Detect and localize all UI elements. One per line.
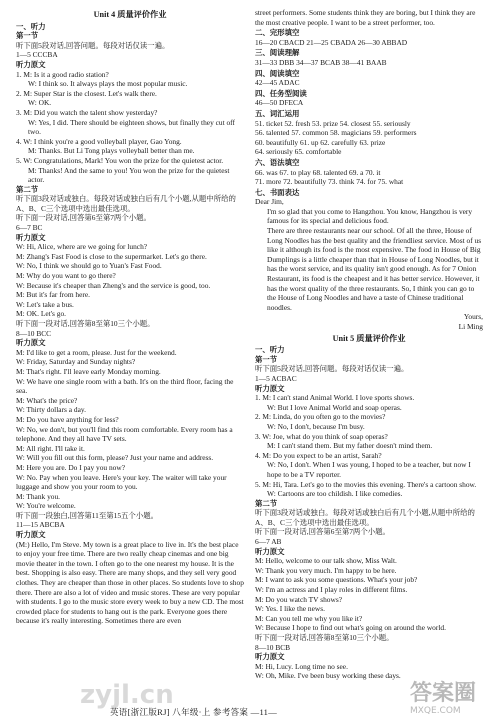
left-line: 听下面一段独白,回答第11至第15五个小题。 bbox=[16, 510, 158, 520]
left-line: M: That's right. I'll leave early Monday morning. bbox=[16, 366, 161, 376]
right-line: 8—10 BCB bbox=[255, 642, 291, 652]
left-line: 一、听力 bbox=[16, 21, 46, 31]
left-column bbox=[16, 8, 244, 626]
left-line: 第二节 bbox=[16, 184, 39, 194]
right-line: 听下面5段对话,回答问题。每段对话仅读一遍。 bbox=[255, 364, 409, 374]
right-line: W: I'm an actress and I play roles in different films. bbox=[255, 585, 408, 595]
left-line: 听力原文 bbox=[16, 59, 46, 69]
left-line: W: You're welcome. bbox=[16, 501, 76, 511]
left-line: 1—5 CCCBA bbox=[16, 50, 58, 60]
right-line: 56. talented 57. common 58. magicians 59. performers bbox=[255, 128, 417, 138]
left-line: 1. M: Is it a good radio station? bbox=[16, 69, 109, 79]
right-line: M: Hi, Lucy. Long time no see. bbox=[255, 661, 348, 671]
right-line: I'm so glad that you come to Hangzhou. You know, Hangzhou is very famous for its special and delicious food. bbox=[267, 206, 473, 226]
left-line: W: OK. bbox=[28, 98, 52, 108]
right-line: 64. seriously 65. comfortable bbox=[255, 147, 342, 157]
watermark-right-top: 答案圈 bbox=[410, 681, 477, 706]
right-line: W: No, I don't. When I was young, I hoped to be a teacher, but now I hope to be a TV reporter. bbox=[267, 460, 471, 479]
right-line: W: But I love Animal World and soap operas. bbox=[267, 402, 402, 412]
right-line: 60. beautifully 61. up 62. carefully 63. prize bbox=[255, 137, 386, 147]
left-lines bbox=[16, 22, 244, 626]
right-line: M: Can you tell me why you like it? bbox=[255, 613, 363, 623]
left-line: W: Friday, Saturday and Sunday nights? bbox=[16, 357, 136, 367]
right-line: 1. M: I can't stand Animal World. I love sports shows. bbox=[255, 393, 415, 403]
right-line: 听力原文 bbox=[255, 546, 285, 556]
left-line: 听下面3段对话或独白。每段对话或独白后有几个小题,从题中所给的A、B、C三个选项中选出最佳选项。 bbox=[16, 194, 236, 213]
left-line: 听下面一段对话,回答第8至第10三个小题。 bbox=[16, 319, 155, 328]
left-line: 5. W: Congratulations, Mark! You won the prize for the quietest actor. bbox=[16, 155, 224, 165]
left-line: 2. M: Super Star is the closest. Let's walk there. bbox=[16, 88, 157, 98]
left-line: 听下面5段对话,回答问题。每段对话仅读一遍。 bbox=[16, 40, 170, 50]
left-line: W: Because it's cheaper than Zheng's and the service is good, too. bbox=[16, 280, 211, 290]
left-line: W: No, we don't, but you'll find this room comfortable. Every room has a telephone. And they all have TV sets. bbox=[16, 424, 233, 444]
left-line: 6—7 BC bbox=[16, 223, 43, 233]
watermark-right-bottom: MXQE.COM bbox=[410, 706, 461, 716]
right-line: 三、阅读理解 bbox=[255, 48, 300, 58]
right-line: 2. M: Linda, do you often go to the movies? bbox=[255, 412, 386, 422]
right-line: M: Do you watch TV shows? bbox=[255, 594, 342, 604]
right-line: 3. W: Joe, what do you think of soap operas? bbox=[255, 431, 388, 441]
right-line: 42—45 ADAC bbox=[255, 78, 300, 88]
watermark-right bbox=[410, 676, 490, 722]
right-line: 二、完形填空 bbox=[255, 28, 300, 38]
left-line: 第一节 bbox=[16, 31, 39, 41]
left-line: M: But it's far from here. bbox=[16, 290, 90, 300]
left-line: 听力原文 bbox=[16, 530, 46, 540]
left-line: 11—15 ABCBA bbox=[16, 520, 65, 530]
left-line: W: Hi, Alice, where are we going for lunch? bbox=[16, 242, 148, 252]
right-line: Li Ming bbox=[458, 322, 483, 331]
left-line: M: OK. Let's go. bbox=[16, 309, 66, 319]
right-line: 71. more 72. beautifully 73. think 74. for 75. what bbox=[255, 177, 404, 187]
right-line: W: Oh, Mike. I've been busy working these days. bbox=[255, 671, 401, 681]
left-line: W: Yes, I did. There should be eighteen shows, but finally they cut off two. bbox=[28, 117, 235, 137]
right-line: 1—5 ACBAC bbox=[255, 373, 297, 383]
left-line: W: No, I think we should go to Yuan's Fast Food. bbox=[16, 261, 162, 271]
left-line: M: Why do you want to go there? bbox=[16, 271, 116, 281]
left-line: M: Thanks. But Li Tong plays volleyball better than me. bbox=[28, 146, 195, 156]
left-line: M: I'd like to get a room, please. Just for the weekend. bbox=[16, 347, 177, 357]
right-lines bbox=[255, 8, 483, 681]
left-line: M: What's the price? bbox=[16, 395, 78, 405]
right-line: 四、阅读填空 bbox=[255, 68, 300, 78]
unit-4-title: Unit 4 质量评价作业 bbox=[93, 10, 167, 19]
right-line: M: I can't stand them. But my father doesn't mind them. bbox=[267, 441, 433, 451]
right-line: 七、书面表达 bbox=[255, 187, 300, 197]
left-line: 听力原文 bbox=[16, 232, 46, 242]
right-line: 听力原文 bbox=[255, 383, 285, 393]
right-line: 六、语法填空 bbox=[255, 157, 300, 167]
left-line: (M:) Hello, I'm Steve. My town is a great place to live in. It's the best place to enjoy your free time. There are two really cheap cinemas and one big movie theater in the town. I often go to the one nearest my house. It is the best. Shopping is also easy. There are many shops, and they sell very good clothes. They are cheaper than those in other places. So students love to shop there. There are also a lot of video and music stores. These are very popular with students. I go to the music store every week to buy a new CD. The most crowded place for students to hang out is the park. Everyone goes there because it's really interesting. Sometimes there are even bbox=[16, 539, 244, 626]
left-line: 听力原文 bbox=[16, 338, 46, 348]
right-line: W: Because I hope to find out what's going on around the world. bbox=[255, 623, 446, 633]
right-line: W: Cartoons are too childish. I like comedies. bbox=[267, 489, 403, 499]
left-line: M: Do you have anything for less? bbox=[16, 414, 119, 424]
left-line: 听下面一段对话,回答第6至第7两个小题。 bbox=[16, 213, 151, 223]
right-line: 66. was 67. to play 68. talented 69. a 70. it bbox=[255, 167, 381, 177]
right-line: 6—7 AB bbox=[255, 537, 282, 547]
left-line: W: Will you fill out this form, please? Just your name and address. bbox=[16, 453, 214, 463]
right-line: Unit 5 质量评价作业 bbox=[332, 333, 406, 343]
right-line: 听下面3段对话或独白。每段对话或独白后有几个小题,从题中所给的A、B、C三个选项中选出最佳选项。 bbox=[255, 508, 475, 527]
left-line: W: Let's take a bus. bbox=[16, 299, 74, 309]
right-line: 五、词汇运用 bbox=[255, 108, 300, 118]
right-line: 一、听力 bbox=[255, 345, 285, 355]
right-line: Yours, bbox=[463, 312, 483, 322]
right-line: street performers. Some students think they are boring, but I think they are the most creative people. I want to be a street performer, too. bbox=[255, 8, 476, 27]
right-line: 四、任务型阅读 bbox=[255, 88, 307, 98]
right-line: 4. M: Do you expect to be an artist, Sarah? bbox=[255, 450, 382, 460]
left-line: 8—10 BCC bbox=[16, 328, 52, 338]
right-line: 听下面一段对话,回答第6至第7两个小题。 bbox=[255, 527, 390, 537]
right-line: W: Yes. I like the news. bbox=[255, 604, 325, 614]
right-line: M: I want to ask you some questions. What's your job? bbox=[255, 575, 418, 585]
right-line: W: No, I don't, because I'm busy. bbox=[267, 421, 365, 431]
right-line: M: Hello, welcome to our talk show, Miss Walt. bbox=[255, 556, 397, 566]
left-line: M: Thank you. bbox=[16, 491, 61, 501]
left-line: M: Here you are. Do I pay you now? bbox=[16, 462, 125, 472]
left-line: M: All right. I'll take it. bbox=[16, 443, 85, 453]
left-line: 3. M: Did you watch the talent show yesterday? bbox=[16, 107, 158, 117]
right-column bbox=[255, 8, 483, 681]
right-line: 听下面一段对话,回答第8至第10三个小题。 bbox=[255, 633, 394, 642]
right-line: W: Thank you very much. I'm happy to be here. bbox=[255, 565, 397, 575]
left-line: 4. W: I think you're a good volleyball player, Gao Yong. bbox=[16, 136, 182, 146]
right-line: 51. ticket 52. fresh 53. prize 54. closest 55. seriously bbox=[255, 118, 411, 128]
right-line: 听力原文 bbox=[255, 652, 285, 662]
watermark-left: zyjl.cn bbox=[80, 680, 174, 710]
right-line: 46—50 DFECA bbox=[255, 98, 304, 108]
right-line: Dear Jim, bbox=[255, 197, 284, 207]
right-line: 第二节 bbox=[255, 498, 278, 508]
right-line: 第一节 bbox=[255, 354, 278, 364]
left-line: W: We have one single room with a bath. It's on the third floor, facing the sea. bbox=[16, 376, 234, 396]
left-line: W: Thirty dollars a day. bbox=[16, 405, 86, 415]
left-line: W: No. Pay when you leave. Here's your key. The waiter will take your luggage and show you your room to you. bbox=[16, 472, 227, 492]
left-line: W: I think so. It always plays the most popular music. bbox=[28, 79, 188, 89]
right-line: 5. M: Hi, Tara. Let's go to the movies this evening. There's a cartoon show. bbox=[255, 479, 477, 489]
left-line: M: Zhang's Fast Food is close to the supermarket. Let's go there. bbox=[16, 251, 207, 261]
right-line: There are three restaurants near our school. Of all the three, House of Long Noodles has the best quality and the friendliest service. Most of us like it although its food is the most expensive. The food in House of Big Dumplings is a little cheaper than that in House of Long Noodles, but it has the worst service, and its quality isn't good enough. As for 7 Onion Restaurant, its food is the cheapest and it has better service. However, it has the worst quality of the three restaurants. So, I think you can go to the House of Long Noodles and have a taste of Chinese traditional noodles. bbox=[267, 226, 482, 312]
left-line: M: Thanks! And the same to you! You won the prize for the quietest actor. bbox=[28, 165, 230, 185]
right-line: 16—20 CBACD 21—25 CBADA 26—30 ABBAD bbox=[255, 37, 408, 47]
page-footer: 英语[浙江版RJ] 八年级·上 参考答案 —11— bbox=[110, 707, 278, 717]
right-line: 31—33 DBB 34—37 BCAB 38—41 BAAB bbox=[255, 57, 387, 67]
